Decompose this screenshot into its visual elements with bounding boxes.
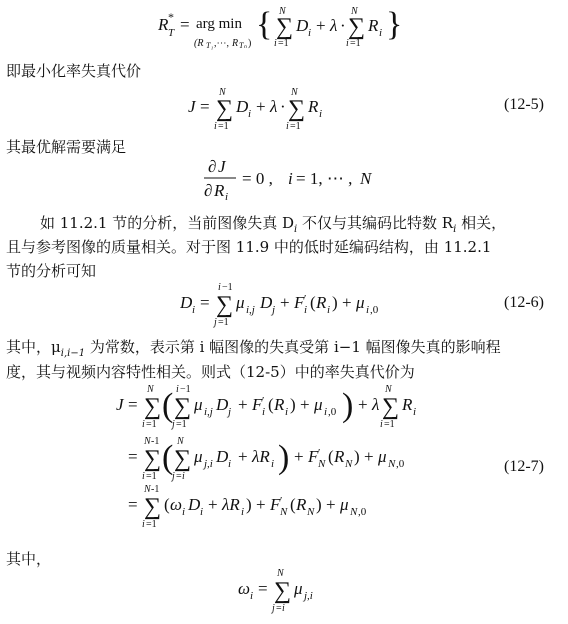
svg-text:N: N xyxy=(144,484,151,495)
svg-text:λ: λ xyxy=(330,16,338,35)
svg-text:N: N xyxy=(385,384,392,395)
svg-text:R: R xyxy=(402,395,413,414)
svg-text:D: D xyxy=(216,447,229,466)
svg-text:J: J xyxy=(116,395,124,414)
svg-text:j,i: j,i xyxy=(204,458,213,470)
svg-text:′: ′ xyxy=(262,395,265,407)
svg-text:R: R xyxy=(296,495,307,514)
svg-text:j: j xyxy=(272,603,275,614)
paragraph-analysis-line3: 节的分析可知 xyxy=(6,262,97,280)
svg-text:j,i: j,i xyxy=(304,590,313,602)
svg-text:∑: ∑ xyxy=(174,446,192,472)
svg-text:R: R xyxy=(316,293,327,312)
svg-text:j: j xyxy=(272,304,276,316)
svg-text:R: R xyxy=(368,16,379,35)
svg-text:μ: μ xyxy=(356,293,365,312)
svg-text:∑: ∑ xyxy=(216,292,234,318)
svg-text:i,j: i,j xyxy=(246,304,255,316)
svg-text:): ) xyxy=(290,395,296,414)
svg-text:j: j xyxy=(228,406,232,418)
svg-text:= 1, ⋯ ,: = 1, ⋯ , xyxy=(296,169,353,188)
svg-text:N: N xyxy=(360,169,372,188)
svg-text:D: D xyxy=(188,495,201,514)
svg-text:N: N xyxy=(147,384,154,395)
svg-text:j: j xyxy=(172,471,175,482)
svg-text:N: N xyxy=(280,506,288,518)
svg-text:ω: ω xyxy=(170,495,183,514)
svg-text:+: + xyxy=(238,395,248,414)
equation-derivative-condition xyxy=(200,154,400,204)
svg-text:=: = xyxy=(258,579,268,598)
svg-text:′: ′ xyxy=(304,293,307,305)
svg-text:·: · xyxy=(340,16,346,35)
equation-12-5 xyxy=(188,84,388,136)
svg-text:): ) xyxy=(248,38,252,49)
paragraph-analysis-line1: 如 11.2.1 节的分析，当前图像失真 $D_i$ 不仅与其编码比特数 $R_i$ 相关， xyxy=(40,214,507,235)
svg-text:(R: (R xyxy=(194,38,204,49)
svg-text:=1: =1 xyxy=(278,38,289,49)
svg-text:+: + xyxy=(208,495,218,514)
svg-text:= 0 ,: = 0 , xyxy=(242,169,273,188)
svg-text:i: i xyxy=(182,471,185,482)
equation-argmin xyxy=(150,2,430,52)
page-bottom-cutoff-text xyxy=(0,614,568,624)
equation-number-12-7: (12-7) xyxy=(504,458,544,475)
svg-text:R: R xyxy=(158,15,169,34)
svg-text:i,j: i,j xyxy=(204,406,213,418)
paragraph-optimal-condition: 其最优解需要满足 xyxy=(6,138,127,156)
svg-text:): ) xyxy=(354,447,360,466)
svg-text:{: { xyxy=(256,6,273,43)
svg-text:=1: =1 xyxy=(146,419,157,430)
svg-text:μ: μ xyxy=(194,395,203,414)
svg-text:R: R xyxy=(214,181,225,200)
svg-text:ω: ω xyxy=(238,579,251,598)
svg-text:=: = xyxy=(176,471,182,482)
svg-text:R: R xyxy=(232,38,239,49)
svg-text:+: + xyxy=(342,293,352,312)
svg-text:): ) xyxy=(332,293,338,312)
svg-text:N: N xyxy=(307,506,315,518)
svg-text:F: F xyxy=(252,395,263,414)
svg-text:i: i xyxy=(218,282,221,293)
svg-text:J: J xyxy=(218,157,226,176)
paragraph-minimize-cost: 即最小化率失真代价 xyxy=(6,62,142,80)
svg-text:i: i xyxy=(379,27,383,39)
paragraph-analysis-line2: 且与参考图像的质量相关。对于图 11.9 中的低时延编码结构，由 11.2.1 xyxy=(6,238,492,256)
svg-text:i: i xyxy=(288,169,293,188)
svg-text:): ) xyxy=(246,495,252,514)
svg-text:,0: ,0 xyxy=(370,304,379,316)
svg-text:i: i xyxy=(286,121,289,132)
svg-text:i: i xyxy=(214,121,217,132)
svg-text:i: i xyxy=(380,419,383,430)
svg-text:T₁: T₁ xyxy=(206,41,214,50)
svg-text:∂: ∂ xyxy=(204,181,213,200)
svg-text:i: i xyxy=(192,304,196,316)
svg-text:N: N xyxy=(350,506,358,518)
svg-text:N: N xyxy=(318,458,326,470)
svg-text:i: i xyxy=(327,304,331,316)
svg-text:=1: =1 xyxy=(218,317,229,328)
svg-text:∑: ∑ xyxy=(276,14,294,40)
svg-text:∑: ∑ xyxy=(174,394,192,420)
svg-text:): ) xyxy=(278,439,290,476)
equation-number-12-6: (12-6) xyxy=(504,294,544,311)
svg-text:N: N xyxy=(388,458,396,470)
svg-text:i: i xyxy=(274,38,277,49)
svg-text:i: i xyxy=(250,590,254,602)
svg-text:,0: ,0 xyxy=(358,506,367,518)
svg-text:): ) xyxy=(316,495,322,514)
svg-text:μ: μ xyxy=(340,495,349,514)
svg-text:i: i xyxy=(142,519,145,530)
svg-text:=1: =1 xyxy=(146,519,157,530)
svg-text:∑: ∑ xyxy=(144,446,162,472)
svg-text:R: R xyxy=(308,97,319,116)
paragraph-mu-desc-line2: 度，其与视频内容特性相关。则式（12-5）中的率失真代价为 xyxy=(6,363,415,381)
svg-text:+: + xyxy=(256,495,266,514)
svg-text:μ: μ xyxy=(314,395,323,414)
svg-text:μ: μ xyxy=(194,447,203,466)
svg-text:i: i xyxy=(282,603,285,614)
svg-text:N: N xyxy=(177,436,184,447)
svg-text:−1: −1 xyxy=(222,282,233,293)
svg-text:}: } xyxy=(386,6,403,43)
svg-text:=: = xyxy=(276,603,282,614)
svg-text:(: ( xyxy=(290,495,296,514)
svg-text:(: ( xyxy=(328,447,334,466)
svg-text:∑: ∑ xyxy=(216,96,234,122)
svg-text:λR: λR xyxy=(252,447,270,466)
svg-text:i: i xyxy=(304,304,308,316)
svg-text:+: + xyxy=(364,447,374,466)
svg-text:=1: =1 xyxy=(176,419,187,430)
svg-text:+: + xyxy=(326,495,336,514)
svg-text:μ: μ xyxy=(378,447,387,466)
svg-text:λ: λ xyxy=(270,97,278,116)
svg-text:=: = xyxy=(128,447,138,466)
svg-text:i: i xyxy=(319,108,323,120)
svg-text:Tₙ: Tₙ xyxy=(239,41,247,50)
svg-text:(: ( xyxy=(310,293,316,312)
svg-text:+: + xyxy=(316,16,326,35)
svg-text:arg min: arg min xyxy=(196,16,242,32)
svg-text:′: ′ xyxy=(280,495,283,507)
svg-text:∂: ∂ xyxy=(208,157,217,176)
svg-text:i: i xyxy=(241,506,245,518)
svg-text:i: i xyxy=(182,506,186,518)
svg-text:μ: μ xyxy=(294,579,303,598)
equation-omega xyxy=(238,564,358,618)
svg-text:=: = xyxy=(200,293,210,312)
equation-12-6 xyxy=(180,278,430,332)
svg-text:+: + xyxy=(238,447,248,466)
svg-text:N: N xyxy=(277,568,284,579)
svg-text:N: N xyxy=(144,436,151,447)
svg-text:=1: =1 xyxy=(290,121,301,132)
equation-12-7 xyxy=(110,380,530,530)
svg-text:D: D xyxy=(180,293,193,312)
svg-text:=: = xyxy=(200,97,210,116)
svg-text:i: i xyxy=(324,406,328,418)
svg-text:N: N xyxy=(351,6,358,17)
svg-text:−1: −1 xyxy=(180,384,191,395)
svg-text:F: F xyxy=(270,495,281,514)
svg-text:+: + xyxy=(280,293,290,312)
svg-text:N: N xyxy=(291,87,298,98)
svg-text:i: i xyxy=(228,458,232,470)
svg-text:=: = xyxy=(128,395,138,414)
svg-text:-1: -1 xyxy=(151,484,160,495)
svg-text:i: i xyxy=(262,406,266,418)
svg-text:J: J xyxy=(188,97,196,116)
svg-text:i: i xyxy=(176,384,179,395)
svg-text:μ: μ xyxy=(236,293,245,312)
svg-text:i: i xyxy=(225,191,229,203)
svg-text:=1: =1 xyxy=(350,38,361,49)
paragraph-where: 其中， xyxy=(6,550,52,568)
svg-text:+: + xyxy=(256,97,266,116)
svg-text:,⋯,: ,⋯, xyxy=(214,38,229,49)
svg-text:i: i xyxy=(285,406,289,418)
svg-text:∑: ∑ xyxy=(144,494,162,520)
svg-text:λ: λ xyxy=(372,395,380,414)
svg-text:(: ( xyxy=(268,395,274,414)
svg-text:*: * xyxy=(168,10,174,24)
svg-text:=1: =1 xyxy=(218,121,229,132)
svg-text:T: T xyxy=(168,27,175,39)
svg-text:i: i xyxy=(142,419,145,430)
svg-text:∑: ∑ xyxy=(288,96,306,122)
svg-text:∑: ∑ xyxy=(274,578,292,604)
svg-text:D: D xyxy=(236,97,249,116)
svg-text:D: D xyxy=(296,16,309,35)
svg-text:∑: ∑ xyxy=(348,14,366,40)
svg-text:F: F xyxy=(308,447,319,466)
svg-text:(: ( xyxy=(162,387,174,424)
svg-text:=1: =1 xyxy=(146,471,157,482)
svg-text:D: D xyxy=(216,395,229,414)
svg-text:∑: ∑ xyxy=(144,394,162,420)
svg-text:,0: ,0 xyxy=(328,406,337,418)
svg-text:N: N xyxy=(219,87,226,98)
svg-text:R: R xyxy=(334,447,345,466)
svg-text:∑: ∑ xyxy=(382,394,400,420)
svg-text:N: N xyxy=(345,458,353,470)
svg-text:i: i xyxy=(200,506,204,518)
svg-text:=: = xyxy=(128,495,138,514)
svg-text:=1: =1 xyxy=(384,419,395,430)
equation-number-12-5: (12-5) xyxy=(504,96,544,113)
paragraph-mu-desc-line1: 其中，$\mu_{i,i-1}$ 为常数，表示第 i 幅图像的失真受第 i−1 幅图像失真的影响程 xyxy=(6,338,501,359)
svg-text:i: i xyxy=(248,108,252,120)
svg-text:i: i xyxy=(308,27,312,39)
svg-text:i: i xyxy=(142,471,145,482)
svg-text:·: · xyxy=(280,97,286,116)
svg-text:+: + xyxy=(300,395,310,414)
svg-text:,0: ,0 xyxy=(396,458,405,470)
svg-text:=: = xyxy=(180,15,190,34)
svg-text:+: + xyxy=(294,447,304,466)
svg-text:(: ( xyxy=(162,439,174,476)
svg-text:N: N xyxy=(279,6,286,17)
svg-text:j: j xyxy=(214,317,217,328)
svg-text:i: i xyxy=(413,406,417,418)
svg-text:+: + xyxy=(358,395,368,414)
svg-text:i: i xyxy=(271,458,275,470)
svg-text:λR: λR xyxy=(222,495,240,514)
svg-text:R: R xyxy=(274,395,285,414)
svg-text:F: F xyxy=(294,293,305,312)
svg-text:′: ′ xyxy=(318,447,321,459)
svg-text:i: i xyxy=(366,304,370,316)
svg-text:j: j xyxy=(172,419,175,430)
svg-text:i: i xyxy=(346,38,349,49)
svg-text:-1: -1 xyxy=(151,436,160,447)
svg-text:D: D xyxy=(260,293,273,312)
svg-text:(: ( xyxy=(164,495,170,514)
svg-text:): ) xyxy=(342,387,354,424)
